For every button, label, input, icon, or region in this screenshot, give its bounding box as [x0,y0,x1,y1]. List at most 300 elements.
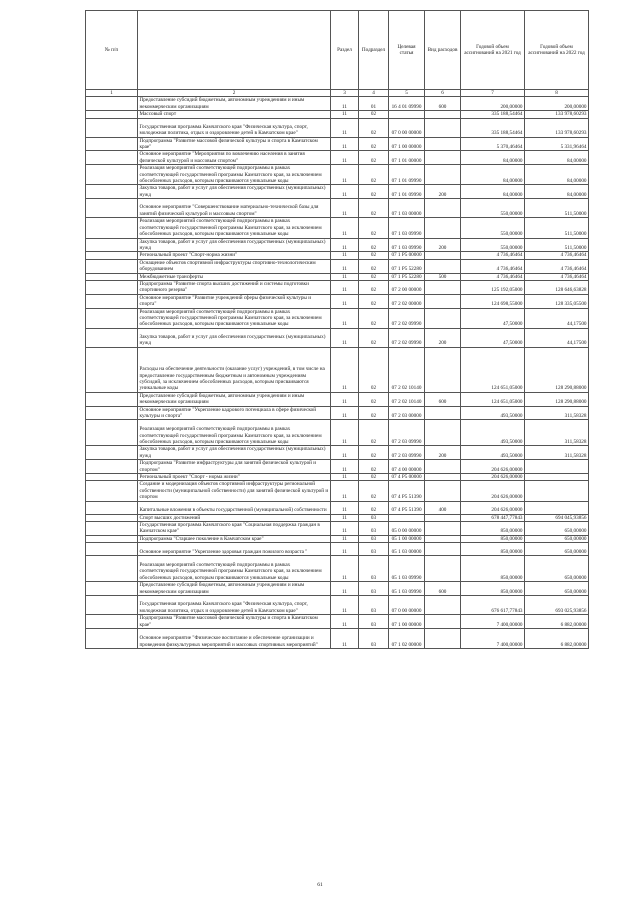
row-2021-cell: 124 651,05000 [461,392,525,406]
row-target-cell: 07 1 P5 00000 [389,252,425,259]
row-num-cell [86,543,138,556]
row-name-cell: Основное мероприятие "Мероприятия по вовлечению населения в занятия физической культурой и массовым спортом" [138,151,331,165]
table-row [86,420,589,446]
row-2022-cell: 84,00000 [525,165,589,185]
table-row [86,185,589,199]
row-target-cell: 07 1 01 09990 [389,165,425,185]
row-2021-cell: 4 736,46464 [461,273,525,280]
row-2022-cell: 693 025,93856 [525,596,589,615]
row-num-cell [86,328,138,347]
row-num-cell [86,446,138,460]
table-row [86,252,589,259]
row-razdel-cell: 11 [331,596,359,615]
row-target-cell [389,514,425,521]
budget-table-page [85,10,588,649]
table-row [86,481,589,501]
row-num-cell [86,280,138,294]
table-row [86,474,589,481]
row-name-cell: Капитальные вложения в объекты государственной (муниципальной) собственности [138,501,331,514]
row-2022-cell: 311,58328 [525,406,589,420]
row-razdel-cell: 11 [331,199,359,218]
row-2022-cell: 650,00000 [525,582,589,596]
row-num-cell [86,481,138,501]
row-razdel-cell: 11 [331,628,359,648]
row-vr-cell [425,514,461,521]
table-row [86,514,589,521]
row-2021-cell: 850,00000 [461,582,525,596]
col-header-vr: Вид расходов [425,11,461,90]
row-razdel-cell: 11 [331,259,359,273]
row-2021-cell: 7 400,00000 [461,615,525,629]
row-2021-cell: 493,50000 [461,446,525,460]
row-podrazdel-cell: 03 [359,514,389,521]
row-target-cell: 07 1 00 00000 [389,615,425,629]
index-cell: 7 [461,90,525,97]
row-2022-cell: 133 978,60293 [525,111,589,118]
row-vr-cell [425,535,461,542]
row-2021-cell: 204 626,00000 [461,460,525,474]
row-vr-cell [425,199,461,218]
index-cell: 1 [86,90,138,97]
row-num-cell [86,151,138,165]
row-target-cell: 07 1 03 09990 [389,238,425,252]
row-vr-cell: 600 [425,582,461,596]
row-razdel-cell: 11 [331,543,359,556]
row-name-cell: Реализация мероприятий соответствующей подпрограммы в рамках соответствующей государственной программы Камчатского края, за исключением обособленных расходов, которым присваиваются уникальные коды [138,165,331,185]
row-vr-cell [425,556,461,582]
row-name-cell: Основное мероприятие "Укрепление кадрового потенциала в сфере физической культуры и спорта" [138,406,331,420]
row-name-cell: Закупка товаров, работ и услуг для обеспечения государственных (муниципальных) нужд [138,328,331,347]
row-vr-cell [425,294,461,308]
row-target-cell: 07 1 P5 52280 [389,273,425,280]
row-2022-cell: 4 736,46464 [525,252,589,259]
row-name-cell: Основное мероприятие "Физическое воспитание и обеспечение организации и проведения физкультурных мероприятий и массовых спортивных мероприятий" [138,628,331,648]
row-2021-cell: 550,00000 [461,199,525,218]
row-2021-cell: 493,50000 [461,406,525,420]
row-razdel-cell: 11 [331,615,359,629]
index-cell: 4 [359,90,389,97]
row-2022-cell: 200,00000 [525,97,589,111]
table-row [86,137,589,151]
row-target-cell: 07 1 03 09990 [389,218,425,238]
row-2021-cell: 493,50000 [461,420,525,446]
row-2022-cell: 84,00000 [525,185,589,199]
table-row [86,392,589,406]
row-2021-cell: 47,50000 [461,308,525,328]
row-podrazdel-cell: 02 [359,501,389,514]
row-razdel-cell: 11 [331,280,359,294]
row-name-cell: Подпрограмма "Развитие инфраструктуры для занятий физической культурой и спортом" [138,460,331,474]
row-vr-cell [425,252,461,259]
row-num-cell [86,273,138,280]
row-razdel-cell: 11 [331,446,359,460]
row-podrazdel-cell: 02 [359,481,389,501]
row-vr-cell [425,280,461,294]
row-podrazdel-cell: 02 [359,460,389,474]
row-num-cell [86,522,138,536]
row-name-cell: Подпрограмма "Развитие спорта высших достижений и системы подготовки спортивного резерва" [138,280,331,294]
row-vr-cell: 400 [425,501,461,514]
row-target-cell: 07 1 01 00000 [389,151,425,165]
row-podrazdel-cell: 02 [359,294,389,308]
column-index-row [86,90,589,97]
row-podrazdel-cell: 03 [359,615,389,629]
row-2022-cell: 650,00000 [525,543,589,556]
row-vr-cell [425,543,461,556]
row-name-cell: Закупка товаров, работ и услуг для обеспечения государственных (муниципальных) нужд [138,238,331,252]
row-num-cell [86,420,138,446]
row-name-cell: Основное мероприятие "Укрепление здоровья граждан пожилого возраста " [138,543,331,556]
row-2022-cell: 311,58328 [525,446,589,460]
row-name-cell: Реализация мероприятий соответствующей подпрограммы в рамках соответствующей государственной программы Камчатского края, за исключением обособленных расходов, которым присваиваются уникальные коды [138,218,331,238]
row-podrazdel-cell: 02 [359,280,389,294]
row-target-cell: 05 1 03 00000 [389,543,425,556]
row-vr-cell [425,347,461,392]
row-name-cell: Региональный проект "Спорт-норма жизни" [138,252,331,259]
row-2021-cell: 47,50000 [461,328,525,347]
row-vr-cell: 200 [425,446,461,460]
table-row [86,165,589,185]
row-2022-cell [525,474,589,481]
row-2022-cell: 511,50000 [525,238,589,252]
table-row [86,556,589,582]
row-num-cell [86,259,138,273]
row-2022-cell: 4 736,46464 [525,273,589,280]
row-2022-cell: 694 045,93856 [525,514,589,521]
row-name-cell: Основное мероприятие "Совершенствование материально-технической базы для занятий физической культурой и массовым спортом" [138,199,331,218]
row-name-cell: Создание и модернизация объектов спортивной инфраструктуры региональной собственности (муниципальной собственности) для занятий физической культурой и спортом [138,481,331,501]
row-2021-cell: 4 736,46464 [461,252,525,259]
row-podrazdel-cell: 02 [359,392,389,406]
row-podrazdel-cell: 02 [359,252,389,259]
col-header-target: Целевая статья [389,11,425,90]
row-vr-cell [425,596,461,615]
row-vr-cell [425,474,461,481]
row-num-cell [86,118,138,137]
row-target-cell: 07 2 03 00000 [389,406,425,420]
row-vr-cell: 500 [425,273,461,280]
table-row [86,199,589,218]
table-row [86,218,589,238]
row-podrazdel-cell: 02 [359,118,389,137]
row-name-cell: Предоставление субсидий бюджетным, автономным учреждениям и иным некоммерческим организациям [138,582,331,596]
row-vr-cell: 200 [425,185,461,199]
row-podrazdel-cell: 03 [359,543,389,556]
row-target-cell [389,111,425,118]
row-podrazdel-cell: 02 [359,259,389,273]
row-podrazdel-cell: 02 [359,151,389,165]
row-target-cell: 07 4 P5 00000 [389,474,425,481]
row-num-cell [86,252,138,259]
table-row [86,294,589,308]
row-podrazdel-cell: 02 [359,308,389,328]
row-razdel-cell: 11 [331,406,359,420]
row-podrazdel-cell: 02 [359,328,389,347]
row-2021-cell: 7 400,00000 [461,628,525,648]
table-row [86,582,589,596]
row-2022-cell: 44,17500 [525,328,589,347]
row-2021-cell: 550,00000 [461,218,525,238]
row-num-cell [86,308,138,328]
row-num-cell [86,238,138,252]
row-target-cell: 05 0 00 00000 [389,522,425,536]
row-2021-cell: 125 192,05000 [461,280,525,294]
row-2021-cell: 204 626,00000 [461,481,525,501]
row-razdel-cell: 11 [331,481,359,501]
row-vr-cell [425,259,461,273]
row-2021-cell: 850,00000 [461,522,525,536]
row-razdel-cell: 11 [331,185,359,199]
col-header-num: № п/п [86,11,138,90]
row-target-cell: 07 1 01 09990 [389,185,425,199]
row-vr-cell: 200 [425,328,461,347]
row-podrazdel-cell: 02 [359,185,389,199]
row-2022-cell: 650,00000 [525,535,589,542]
row-vr-cell [425,406,461,420]
row-name-cell: Расходы на обеспечение деятельности (оказание услуг) учреждений, в том числе на предоставление государственным бюджетным и автономным учреждениям субсидий, за исключением обособленных расходов, которым присваиваются уникальные коды [138,347,331,392]
row-razdel-cell: 11 [331,582,359,596]
row-2021-cell: 124 651,05000 [461,347,525,392]
budget-table [85,10,589,649]
row-name-cell: Государственная программа Камчатского края "Физическая культура, спорт, молодежная политика, отдых и оздоровление детей в Камчатском крае" [138,118,331,137]
row-num-cell [86,165,138,185]
row-name-cell: Государственная программа Камчатского края "Физическая культура, спорт, молодежная политика, отдых и оздоровление детей в Камчатском крае" [138,596,331,615]
table-row [86,460,589,474]
row-vr-cell [425,615,461,629]
row-target-cell: 07 2 02 09990 [389,328,425,347]
row-razdel-cell: 11 [331,137,359,151]
row-2022-cell: 4 736,46464 [525,259,589,273]
row-num-cell [86,501,138,514]
row-2021-cell: 200,00000 [461,97,525,111]
row-num-cell [86,460,138,474]
row-razdel-cell: 11 [331,238,359,252]
row-2022-cell: 511,50000 [525,218,589,238]
row-name-cell: Межбюджетные трансферты [138,273,331,280]
row-vr-cell [425,308,461,328]
row-2022-cell: 6 882,00000 [525,615,589,629]
table-row [86,596,589,615]
table-row [86,151,589,165]
row-vr-cell: 200 [425,238,461,252]
row-target-cell: 07 2 02 00000 [389,294,425,308]
row-razdel-cell: 11 [331,218,359,238]
row-2021-cell: 850,00000 [461,535,525,542]
index-cell: 6 [425,90,461,97]
row-razdel-cell: 11 [331,522,359,536]
row-razdel-cell: 11 [331,294,359,308]
row-num-cell [86,111,138,118]
table-row [86,501,589,514]
table-row [86,97,589,111]
col-header-2022: Годовой объем ассигнований на 2022 год [525,11,589,90]
table-row [86,446,589,460]
row-target-cell: 07 2 02 10140 [389,392,425,406]
table-row [86,308,589,328]
row-razdel-cell: 11 [331,474,359,481]
row-podrazdel-cell: 03 [359,556,389,582]
row-target-cell: 07 4 P5 51390 [389,481,425,501]
row-podrazdel-cell: 03 [359,535,389,542]
row-vr-cell: 600 [425,392,461,406]
row-podrazdel-cell: 02 [359,347,389,392]
row-2022-cell: 511,50000 [525,199,589,218]
row-target-cell: 07 1 P5 52280 [389,259,425,273]
row-num-cell [86,535,138,542]
row-2021-cell: 4 736,46464 [461,259,525,273]
row-2021-cell: 84,00000 [461,165,525,185]
row-razdel-cell: 11 [331,308,359,328]
row-name-cell: Подпрограмма "Развитие массовой физической культуры и спорта в Камчатском крае" [138,615,331,629]
row-num-cell [86,185,138,199]
row-target-cell: 05 1 03 09990 [389,556,425,582]
row-razdel-cell: 11 [331,420,359,446]
row-num-cell [86,514,138,521]
row-razdel-cell: 11 [331,97,359,111]
table-header-row [86,11,589,90]
row-num-cell [86,628,138,648]
row-2022-cell: 311,58328 [525,420,589,446]
row-vr-cell [425,522,461,536]
row-podrazdel-cell: 03 [359,582,389,596]
row-2022-cell: 5 331,96464 [525,137,589,151]
table-row [86,522,589,536]
table-row [86,118,589,137]
table-row [86,238,589,252]
row-target-cell: 07 2 02 10140 [389,347,425,392]
row-num-cell [86,615,138,629]
row-vr-cell [425,111,461,118]
row-podrazdel-cell: 02 [359,406,389,420]
row-2021-cell: 335 188,54464 [461,111,525,118]
row-2021-cell: 124 698,55000 [461,294,525,308]
row-target-cell: 07 1 02 00000 [389,628,425,648]
row-2022-cell [525,460,589,474]
col-header-razdel: Раздел [331,11,359,90]
row-target-cell: 07 4 P5 51390 [389,501,425,514]
row-name-cell: Закупка товаров, работ и услуг для обеспечения государственных (муниципальных) нужд [138,446,331,460]
row-vr-cell [425,118,461,137]
row-2022-cell [525,501,589,514]
row-podrazdel-cell: 02 [359,238,389,252]
row-name-cell: Государственная программа Камчатского края "Социальная поддержка граждан в Камчатском крае" [138,522,331,536]
row-2021-cell: 678 447,77843 [461,514,525,521]
row-name-cell: Реализация мероприятий соответствующей подпрограммы в рамках соответствующей государственной программы Камчатского края, за исключением обособленных расходов, которым присваиваются уникальные коды [138,308,331,328]
row-razdel-cell: 11 [331,328,359,347]
row-razdel-cell: 11 [331,252,359,259]
table-row [86,543,589,556]
row-num-cell [86,556,138,582]
row-2022-cell [525,481,589,501]
row-num-cell [86,392,138,406]
row-2021-cell: 550,00000 [461,238,525,252]
page-number: 61 [317,882,323,888]
row-2022-cell: 128 646,63828 [525,280,589,294]
row-2022-cell: 84,00000 [525,151,589,165]
row-vr-cell [425,137,461,151]
row-num-cell [86,218,138,238]
row-name-cell: Региональный проект "Спорт - норма жизни" [138,474,331,481]
row-num-cell [86,97,138,111]
row-name-cell: Оснащение объектов спортивной инфраструктуры спортивно-технологическим оборудованием [138,259,331,273]
row-num-cell [86,137,138,151]
row-razdel-cell: 11 [331,347,359,392]
row-podrazdel-cell: 02 [359,474,389,481]
row-2021-cell: 676 617,77843 [461,596,525,615]
row-razdel-cell: 11 [331,514,359,521]
row-podrazdel-cell: 02 [359,218,389,238]
row-razdel-cell: 11 [331,556,359,582]
row-razdel-cell: 11 [331,273,359,280]
row-target-cell: 07 1 03 00000 [389,199,425,218]
row-name-cell: Массовый спорт [138,111,331,118]
row-target-cell: 07 2 03 09990 [389,446,425,460]
row-name-cell: Спорт высших достижений [138,514,331,521]
row-name-cell: Реализация мероприятий соответствующей подпрограммы в рамках соответствующей государственной программы Камчатского края, за исключением обособленных расходов, которым присваиваются уникальные коды [138,420,331,446]
index-cell: 3 [331,90,359,97]
row-podrazdel-cell: 02 [359,420,389,446]
table-row [86,628,589,648]
row-target-cell: 07 2 03 09990 [389,420,425,446]
table-row [86,406,589,420]
table-row [86,347,589,392]
row-target-cell: 16 4 01 09990 [389,97,425,111]
row-2022-cell: 128 290,88000 [525,347,589,392]
row-podrazdel-cell: 03 [359,596,389,615]
row-2021-cell: 84,00000 [461,185,525,199]
row-num-cell [86,406,138,420]
row-2022-cell: 650,00000 [525,556,589,582]
row-num-cell [86,474,138,481]
row-podrazdel-cell: 02 [359,199,389,218]
table-row [86,535,589,542]
row-razdel-cell: 11 [331,111,359,118]
row-podrazdel-cell: 02 [359,137,389,151]
row-vr-cell [425,218,461,238]
row-razdel-cell: 11 [331,165,359,185]
row-target-cell: 07 0 00 00000 [389,118,425,137]
row-vr-cell [425,460,461,474]
row-name-cell: Предоставление субсидий бюджетным, автономным учреждениям и иным некоммерческим организациям [138,97,331,111]
index-cell: 5 [389,90,425,97]
index-cell: 8 [525,90,589,97]
row-razdel-cell: 11 [331,460,359,474]
row-podrazdel-cell: 02 [359,446,389,460]
row-podrazdel-cell: 02 [359,273,389,280]
col-header-2021: Годовой объем ассигнований на 2021 год [461,11,525,90]
row-2021-cell: 850,00000 [461,556,525,582]
row-2022-cell: 133 978,60293 [525,118,589,137]
row-2021-cell: 84,00000 [461,151,525,165]
row-2021-cell: 204 626,00000 [461,474,525,481]
table-row [86,111,589,118]
row-name-cell: Реализация мероприятий соответствующей подпрограммы в рамках соответствующей государственной программы Камчатского края, за исключением обособленных расходов, которым присваиваются уникальные коды [138,556,331,582]
row-2021-cell: 335 188,54464 [461,118,525,137]
table-row [86,615,589,629]
row-podrazdel-cell: 03 [359,628,389,648]
row-razdel-cell: 11 [331,118,359,137]
row-podrazdel-cell: 02 [359,111,389,118]
row-name-cell: Подпрограмма "Старшее поколение в Камчатском крае" [138,535,331,542]
row-name-cell: Основное мероприятие "Развитие учреждений сферы физической культуры и спорта" [138,294,331,308]
row-target-cell: 07 0 00 00000 [389,596,425,615]
row-2022-cell: 128 290,88000 [525,392,589,406]
row-2022-cell: 44,17500 [525,308,589,328]
row-target-cell: 07 2 02 09990 [389,308,425,328]
row-num-cell [86,294,138,308]
col-header-podrazdel: Подраздел [359,11,389,90]
row-target-cell: 07 2 00 00000 [389,280,425,294]
